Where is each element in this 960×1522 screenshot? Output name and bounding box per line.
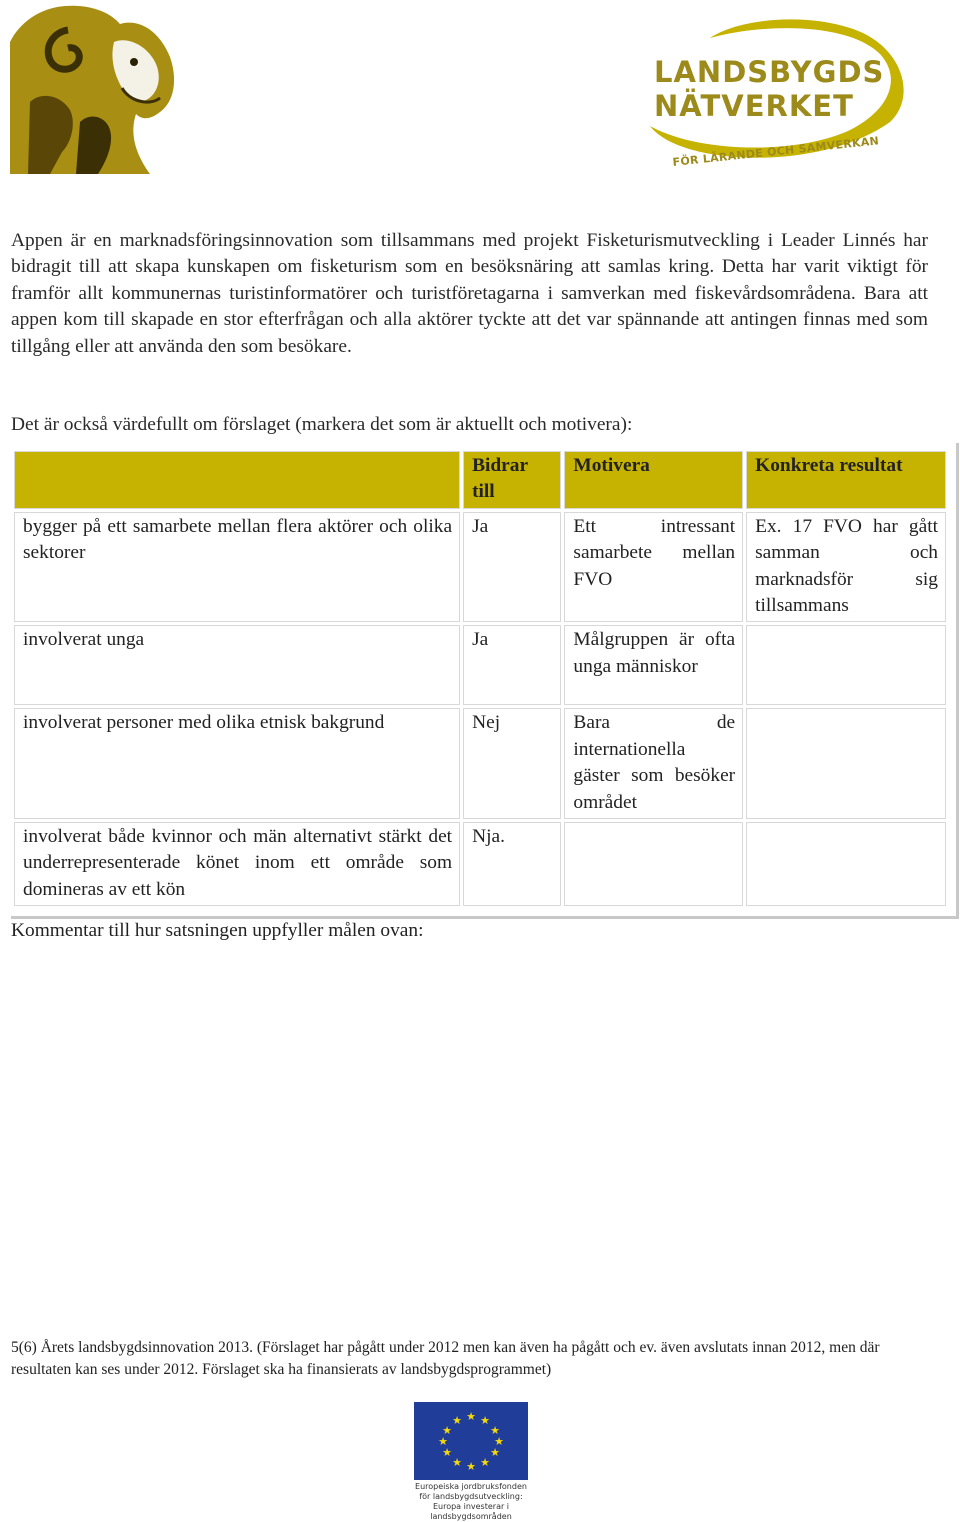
cell-criterion: involverat både kvinnor och män alternativt stärkt det underrepresenterade könet inom ett område som domineras av ett kön [14,822,460,906]
sheep-logo [10,2,180,174]
cell-bidrar: Nej [463,708,561,819]
svg-text:★: ★ [442,1446,452,1459]
svg-text:★: ★ [480,1414,490,1427]
cell-resultat [746,708,946,819]
svg-text:★: ★ [494,1435,504,1448]
table-row [14,512,946,623]
cell-criterion: involverat personer med olika etnisk bakgrund [14,708,460,819]
svg-text:★: ★ [480,1456,490,1469]
svg-text:★: ★ [452,1456,462,1469]
cell-motivera: Målgruppen är ofta unga människor [564,625,743,705]
table-header-row [14,451,946,509]
svg-text:★: ★ [438,1435,448,1448]
table-intro: Det är också värdefullt om förslaget (markera det som är aktuellt och motivera): [11,414,633,435]
landsbygdsnatverket-logo [640,14,910,182]
cell-criterion: involverat unga [14,625,460,705]
cell-resultat: Ex. 17 FVO har gått samman och marknadsför sig tillsammans [746,512,946,623]
cell-bidrar: Ja [463,512,561,623]
cell-bidrar: Nja. [463,822,561,906]
table-row [14,822,946,906]
cell-motivera: Ett intressant samarbete mellan FVO [564,512,743,623]
cell-bidrar: Ja [463,625,561,705]
criteria-table [11,448,949,909]
eu-flag-icon [414,1402,528,1480]
logo-line2: NÄTVERKET [654,89,854,123]
eu-logo [414,1402,528,1521]
header-criterion [14,451,460,509]
logo-line1: LANDSBYGDS [654,55,885,89]
header-bidrar: Bidrar till [463,451,561,509]
svg-text:★: ★ [490,1424,500,1437]
table-row [14,625,946,705]
intro-paragraph: Appen är en marknadsföringsinnovation som tillsammans med projekt Fisketurismutveckling i Leader Linnés har bidragit till att skapa kunskapen om fisketurism som en besöksnäring att samlas kring. Detta har varit viktigt för framför allt kommunernas turistinformatörer och turistföretagarna i samverkan med fiskevårdsområdena. Bara att appen kom till skapade en stor efterfrågan och alla aktörer tyckte att det var spännande att antingen finnas med som tillgång eller att använda den som besökare. [11,230,928,357]
svg-text:★: ★ [452,1414,462,1427]
footer-note: 5(6) Årets landsbygdsinnovation 2013. (Förslaget har pågått under 2012 men kan även ha pågått och ev. även avslutats innan 2012, men där resultaten kan ses under 2012. Förslaget ska ha finansierats av landsbygdsprogrammet) [11,1339,880,1378]
cell-motivera: Bara de internationella gäster som besöker området [564,708,743,819]
cell-criterion: bygger på ett samarbete mellan flera aktörer och olika sektorer [14,512,460,623]
svg-text:★: ★ [466,1410,476,1423]
cell-motivera [564,822,743,906]
svg-text:★: ★ [442,1424,452,1437]
cell-resultat [746,625,946,705]
svg-text:★: ★ [490,1446,500,1459]
table-row [14,708,946,819]
svg-text:★: ★ [466,1460,476,1473]
header-resultat: Konkreta resultat [746,451,946,509]
cell-resultat [746,822,946,906]
comment-label: Kommentar till hur satsningen uppfyller målen ovan: [11,920,424,941]
logo-tagline: FÖR LÄRANDE OCH SAMVERKAN [672,134,880,169]
header-motivera: Motivera [564,451,743,509]
eu-logo-text: Europeiska jordbruksfonden för landsbygdsutveckling: Europa investerar i landsbygdsområden [415,1482,527,1521]
